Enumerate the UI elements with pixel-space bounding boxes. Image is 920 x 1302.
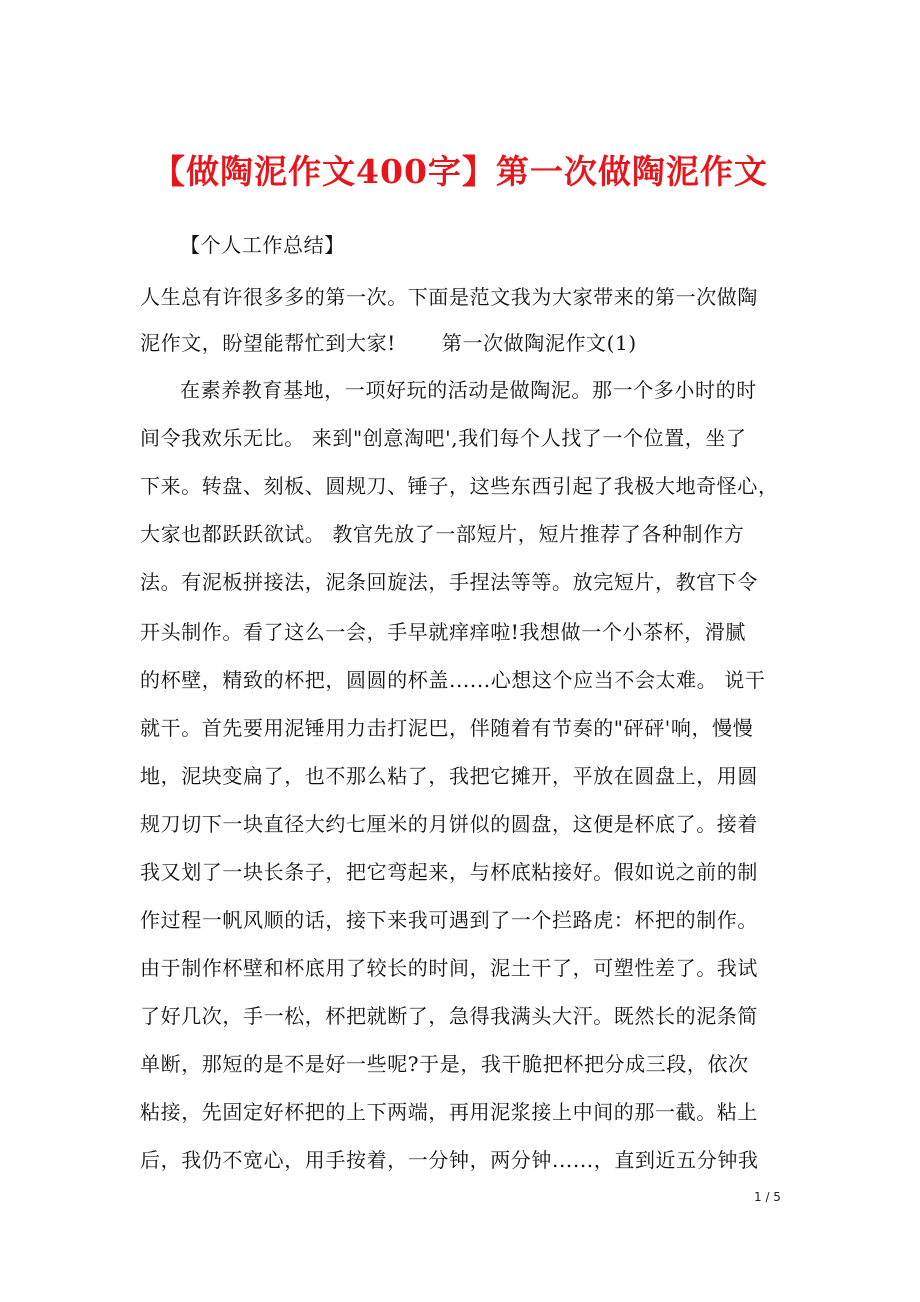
intro-text: 泥作文，盼望能帮忙到大家! [140, 331, 396, 355]
paragraph-line: 法。有泥板拼接法，泥条回旋法，手捏法等等。放完短片，教官下令 [140, 570, 758, 594]
paragraph-line: 单断，那短的是不是好一些呢?于是，我干脆把杯把分成三段，依次 [140, 1052, 749, 1076]
paragraph-line: 的杯壁，精致的杯把，圆圆的杯盖......心想这个应当不会太难。 说干 [140, 668, 766, 692]
paragraph-line: 由于制作杯壁和杯底用了较长的时间，泥土干了，可塑性差了。我试 [140, 956, 758, 980]
paragraph-line: 规刀切下一块直径大约七厘米的月饼似的圆盘，这便是杯底了。接着 [140, 812, 758, 836]
section-label: 【个人工作总结】 [180, 233, 345, 257]
page-number: 1 / 5 [754, 1190, 781, 1204]
paragraph-line: 开头制作。看了这么一会，手早就痒痒啦!我想做一个小茶杯，滑腻 [140, 620, 747, 644]
intro-line-2 [140, 331, 637, 355]
paragraph-line: 作过程一帆风顺的话，接下来我可遇到了一个拦路虎：杯把的制作。 [140, 908, 758, 932]
paragraph-line: 在素养教育基地，一项好玩的活动是做陶泥。那一个多小时的时 [180, 378, 757, 402]
paragraph-line: 大家也都跃跃欲试。 教官先放了一部短片，短片推荐了各种制作方 [140, 522, 745, 546]
paragraph-line: 间令我欢乐无比。 来到"创意淘吧',我们每个人找了一个位置，坐了 [140, 426, 747, 450]
paragraph-line: 后，我仍不宽心，用手按着，一分钟，两分钟......，直到近五分钟我 [140, 1148, 759, 1172]
document-title: 【做陶泥作文400字】第一次做陶泥作文 [152, 152, 768, 191]
paragraph-line: 就干。首先要用泥锤用力击打泥巴，伴随着有节奏的"砰砰'响，慢慢 [140, 716, 754, 740]
paragraph-line: 了好几次，手一松，杯把就断了，急得我满头大汗。既然长的泥条简 [140, 1004, 758, 1028]
paragraph-line: 下来。转盘、刻板、圆规刀、锤子，这些东西引起了我极大地奇怪心， [140, 474, 779, 498]
paragraph-line: 我又划了一块长条子，把它弯起来，与杯底粘接好。假如说之前的制 [140, 860, 758, 884]
paragraph-line: 粘接，先固定好杯把的上下两端，再用泥浆接上中间的那一截。粘上 [140, 1100, 758, 1124]
intro-line-1: 人生总有许很多多的第一次。下面是范文我为大家带来的第一次做陶 [140, 285, 758, 309]
paragraph-line: 地，泥块变扁了，也不那么粘了，我把它摊开，平放在圆盘上，用圆 [140, 764, 758, 788]
sub-heading: 第一次做陶泥作文(1) [441, 331, 637, 355]
